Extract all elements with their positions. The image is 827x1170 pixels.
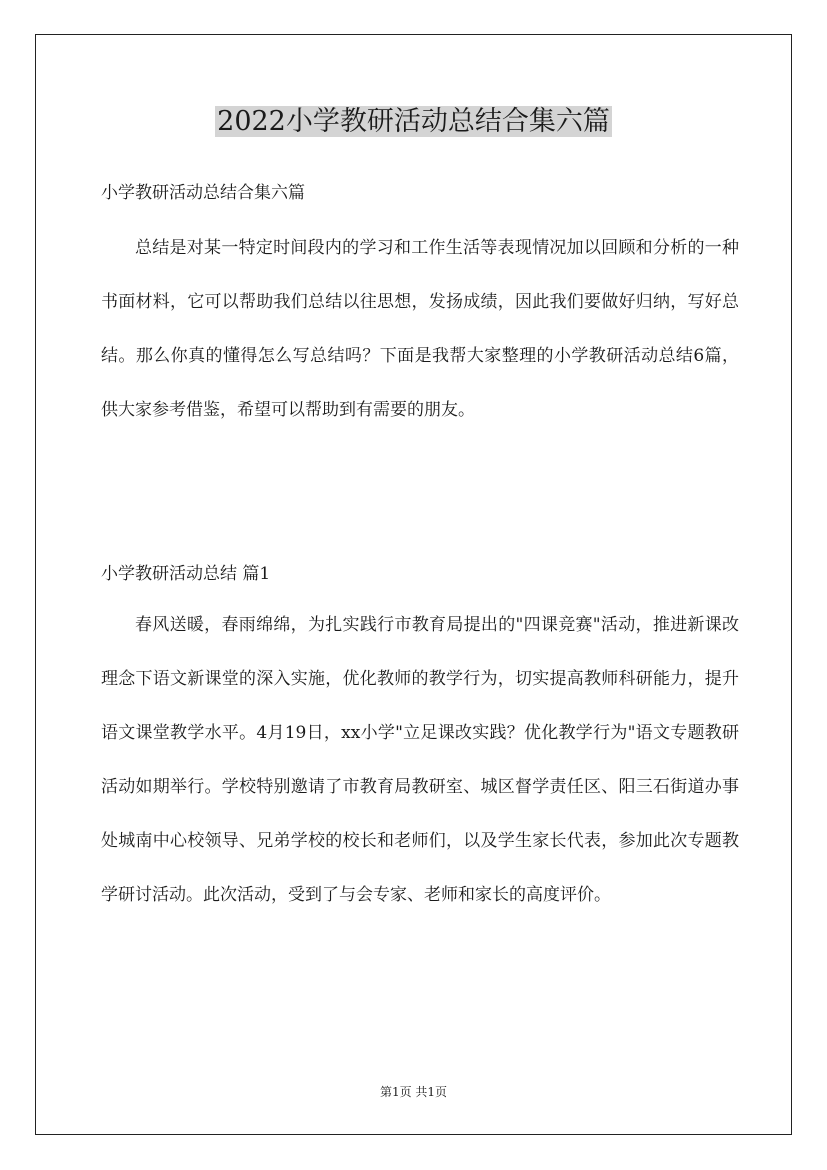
section-heading: 小学教研活动总结 篇1	[101, 564, 271, 584]
document-subtitle: 小学教研活动总结合集六篇	[101, 183, 305, 203]
page-footer: 第1页 共1页	[379, 1085, 448, 1099]
document-title: 2022小学教研活动总结合集六篇	[217, 106, 610, 137]
section-paragraph: 春风送暖，春雨绵绵，为扎实践行市教育局提出的"四课竞赛"活动，推进新课改理念下语文新课堂的深入实施，优化教师的教学行为，切实提高教师科研能力，提升语文课堂教学水平。4月19日，xx小学"立足课改实践？优化教学行为"语文专题教研活动如期举行。学校特别邀请了市教育局教研室、城区督学责任区、阳三石街道办事处城南中心校领导、兄弟学校的校长和老师们，以及学生家长代表，参加此次专题教学研讨活动。此次活动，受到了与会专家、老师和家长的高度评价。	[101, 615, 739, 905]
intro-paragraph: 总结是对某一特定时间段内的学习和工作生活等表现情况加以回顾和分析的一种书面材料，它可以帮助我们总结以往思想，发扬成绩，因此我们要做好归纳，写好总结。那么你真的懂得怎么写总结吗？下面是我帮大家整理的小学教研活动总结6篇，供大家参考借鉴，希望可以帮助到有需要的朋友。	[101, 238, 739, 420]
document-title-block	[0, 102, 827, 142]
